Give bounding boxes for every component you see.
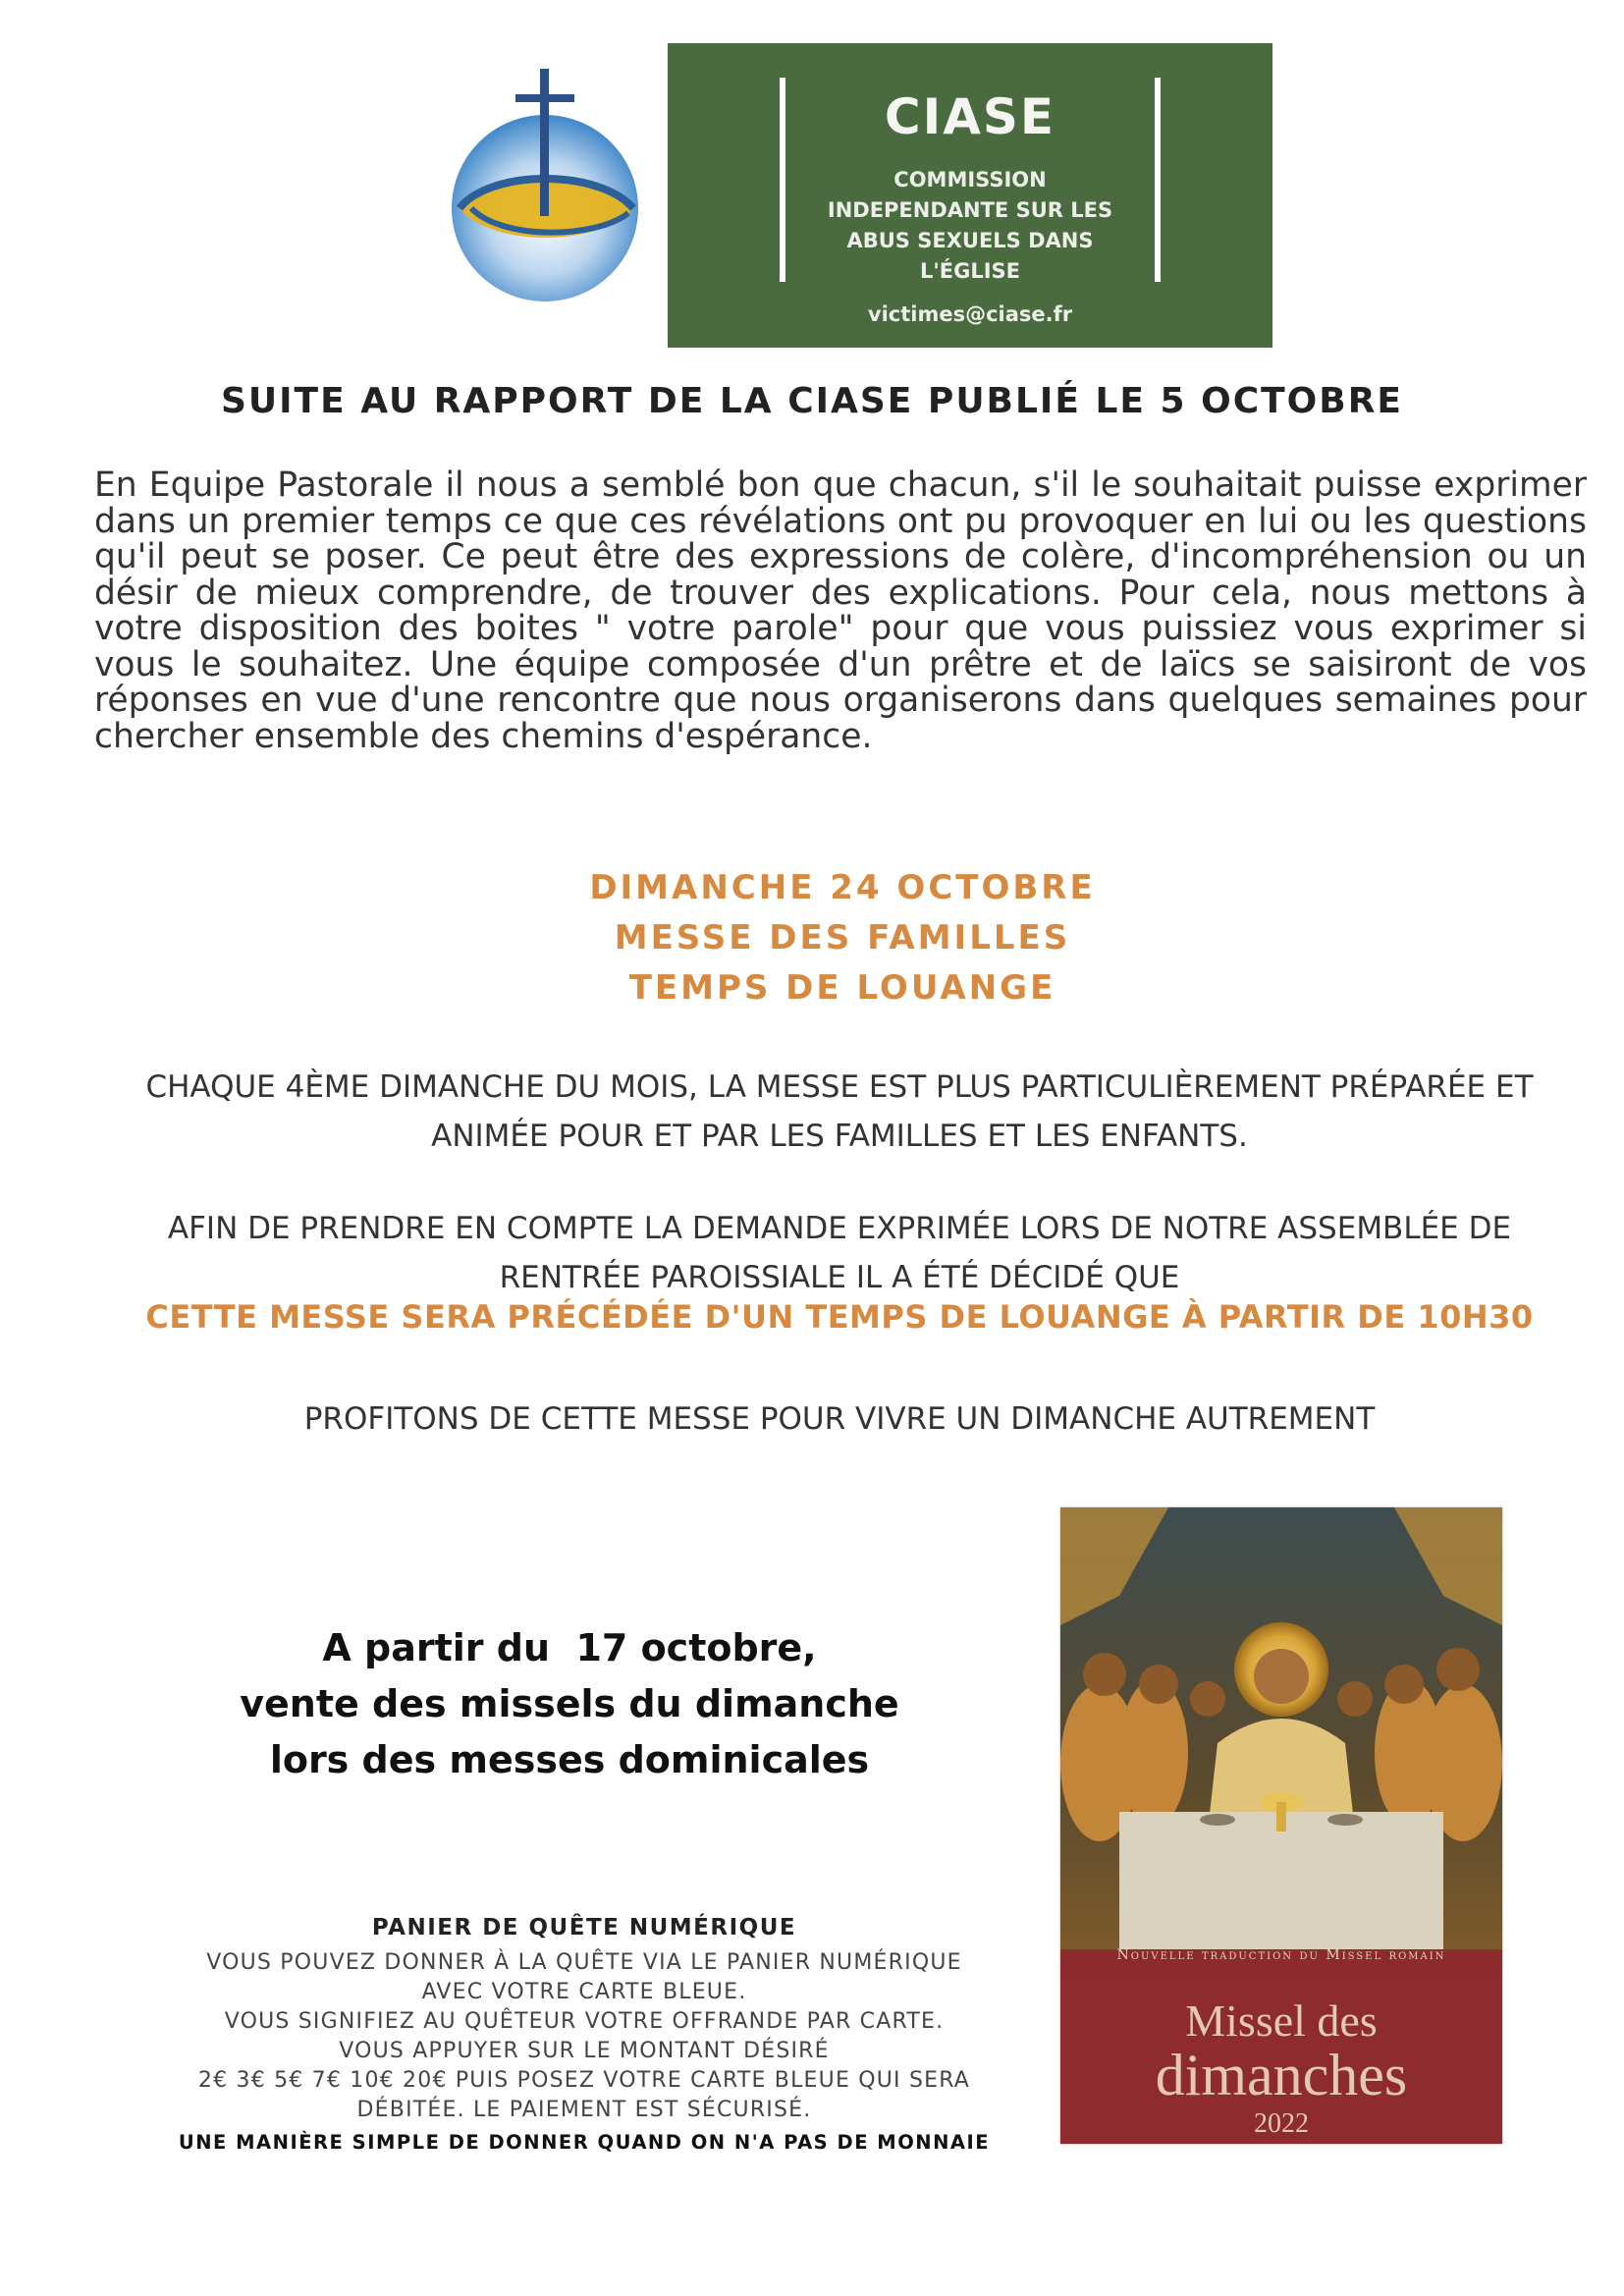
event-description-line: CHAQUE 4ÈME DIMANCHE DU MOIS, LA MESSE EST PLUS PARTICULIÈREMENT PRÉPARÉE ET	[145, 1069, 1534, 1105]
event-date: DIMANCHE 24 OCTOBRE	[589, 868, 1096, 907]
missel-sale-notice	[177, 1620, 962, 1788]
missel-book-cover	[1060, 1507, 1502, 2144]
event-description	[79, 1063, 1600, 1161]
cover-subtitle: Nouvelle traduction du Missel romain	[1116, 1947, 1446, 1963]
event-decision	[79, 1204, 1600, 1302]
event-highlight: CETTE MESSE SERA PRÉCÉDÉE D'UN TEMPS DE LOUANGE À PARTIR DE 10H30	[145, 1298, 1534, 1336]
ciase-subtitle-line: COMMISSION	[893, 168, 1047, 191]
cover-title: Missel des	[1185, 1995, 1378, 2046]
cover-year: 2022	[1254, 2108, 1309, 2139]
ciase-subtitle-line: ABUS SEXUELS DANS	[846, 229, 1094, 252]
ciase-title: CIASE	[884, 88, 1056, 145]
panier-line: VOUS SIGNIFIEZ AU QUÊTEUR VOTRE OFFRANDE PAR CARTE.	[224, 2009, 945, 2034]
missel-sale-line: A partir du 17 octobre,	[322, 1626, 817, 1669]
page-title: SUITE AU RAPPORT DE LA CIASE PUBLIÉ LE 5 OCTOBRE	[220, 381, 1404, 421]
panier-line: VOUS APPUYER SUR LE MONTANT DÉSIRÉ	[339, 2039, 830, 2063]
cross-fish-globe-icon	[432, 61, 658, 306]
panier-tagline: UNE MANIÈRE SIMPLE DE DONNER QUAND ON N'A PAS DE MONNAIE	[178, 2131, 991, 2154]
panier-line: DÉBITÉE. LE PAIEMENT EST SÉCURISÉ.	[356, 2098, 812, 2122]
panier-body	[157, 1948, 1011, 2125]
ciase-banner	[668, 43, 1272, 348]
event-subtitle: TEMPS DE LOUANGE	[628, 968, 1056, 1008]
missel-sale-line: vente des missels du dimanche	[240, 1682, 899, 1725]
event-title: MESSE DES FAMILLES	[614, 918, 1071, 957]
ciase-subtitle	[668, 165, 1272, 287]
ciase-subtitle-line: INDEPENDANTE SUR LES	[827, 198, 1113, 222]
event-description-line: ANIMÉE POUR ET PAR LES FAMILLES ET LES ENFANTS.	[431, 1119, 1248, 1154]
panier-line: VOUS POUVEZ DONNER À LA QUÊTE VIA LE PANIER NUMÉRIQUE	[206, 1950, 962, 1975]
event-decision-line: RENTRÉE PAROISSIALE IL A ÉTÉ DÉCIDÉ QUE	[499, 1260, 1180, 1295]
ciase-subtitle-line: L'ÉGLISE	[919, 259, 1021, 283]
event-closing: PROFITONS DE CETTE MESSE POUR VIVRE UN DIMANCHE AUTREMENT	[303, 1401, 1376, 1437]
panier-line: AVEC VOTRE CARTE BLEUE.	[421, 1980, 747, 2004]
ciase-email[interactable]: victimes@ciase.fr	[867, 302, 1073, 326]
cover-title: dimanches	[1155, 2043, 1408, 2107]
event-decision-line: AFIN DE PRENDRE EN COMPTE LA DEMANDE EXPRIMÉE LORS DE NOTRE ASSEMBLÉE DE	[167, 1211, 1512, 1246]
panier-title: PANIER DE QUÊTE NUMÉRIQUE	[371, 1915, 797, 1941]
last-supper-painting	[1060, 1507, 1502, 1949]
intro-paragraph: En Equipe Pastorale il nous a semblé bon que chacun, s'il le souhaitait puisse exprimer dans un premier temps ce que ces révélations ont pu provoquer en lui ou les questions qu'il peut se poser. Ce peut être des expressions de colère, d'incompréhension ou un désir de mieux comprendre, de trouver des explications. Pour cela, nous mettons à votre disposition des boites " votre parole" pour que vous puissiez vous exprimer si vous le souhaitez. Une équipe composée d'un prêtre et de laïcs se saisiront de vos réponses en vue d'une rencontre que nous organiserons dans quelques semaines pour chercher ensemble des chemins d'espérance.	[94, 465, 1587, 756]
missel-sale-line: lors des messes dominicales	[269, 1738, 870, 1781]
panier-line: 2€ 3€ 5€ 7€ 10€ 20€ PUIS POSEZ VOTRE CARTE BLEUE QUI SERA	[197, 2068, 971, 2093]
